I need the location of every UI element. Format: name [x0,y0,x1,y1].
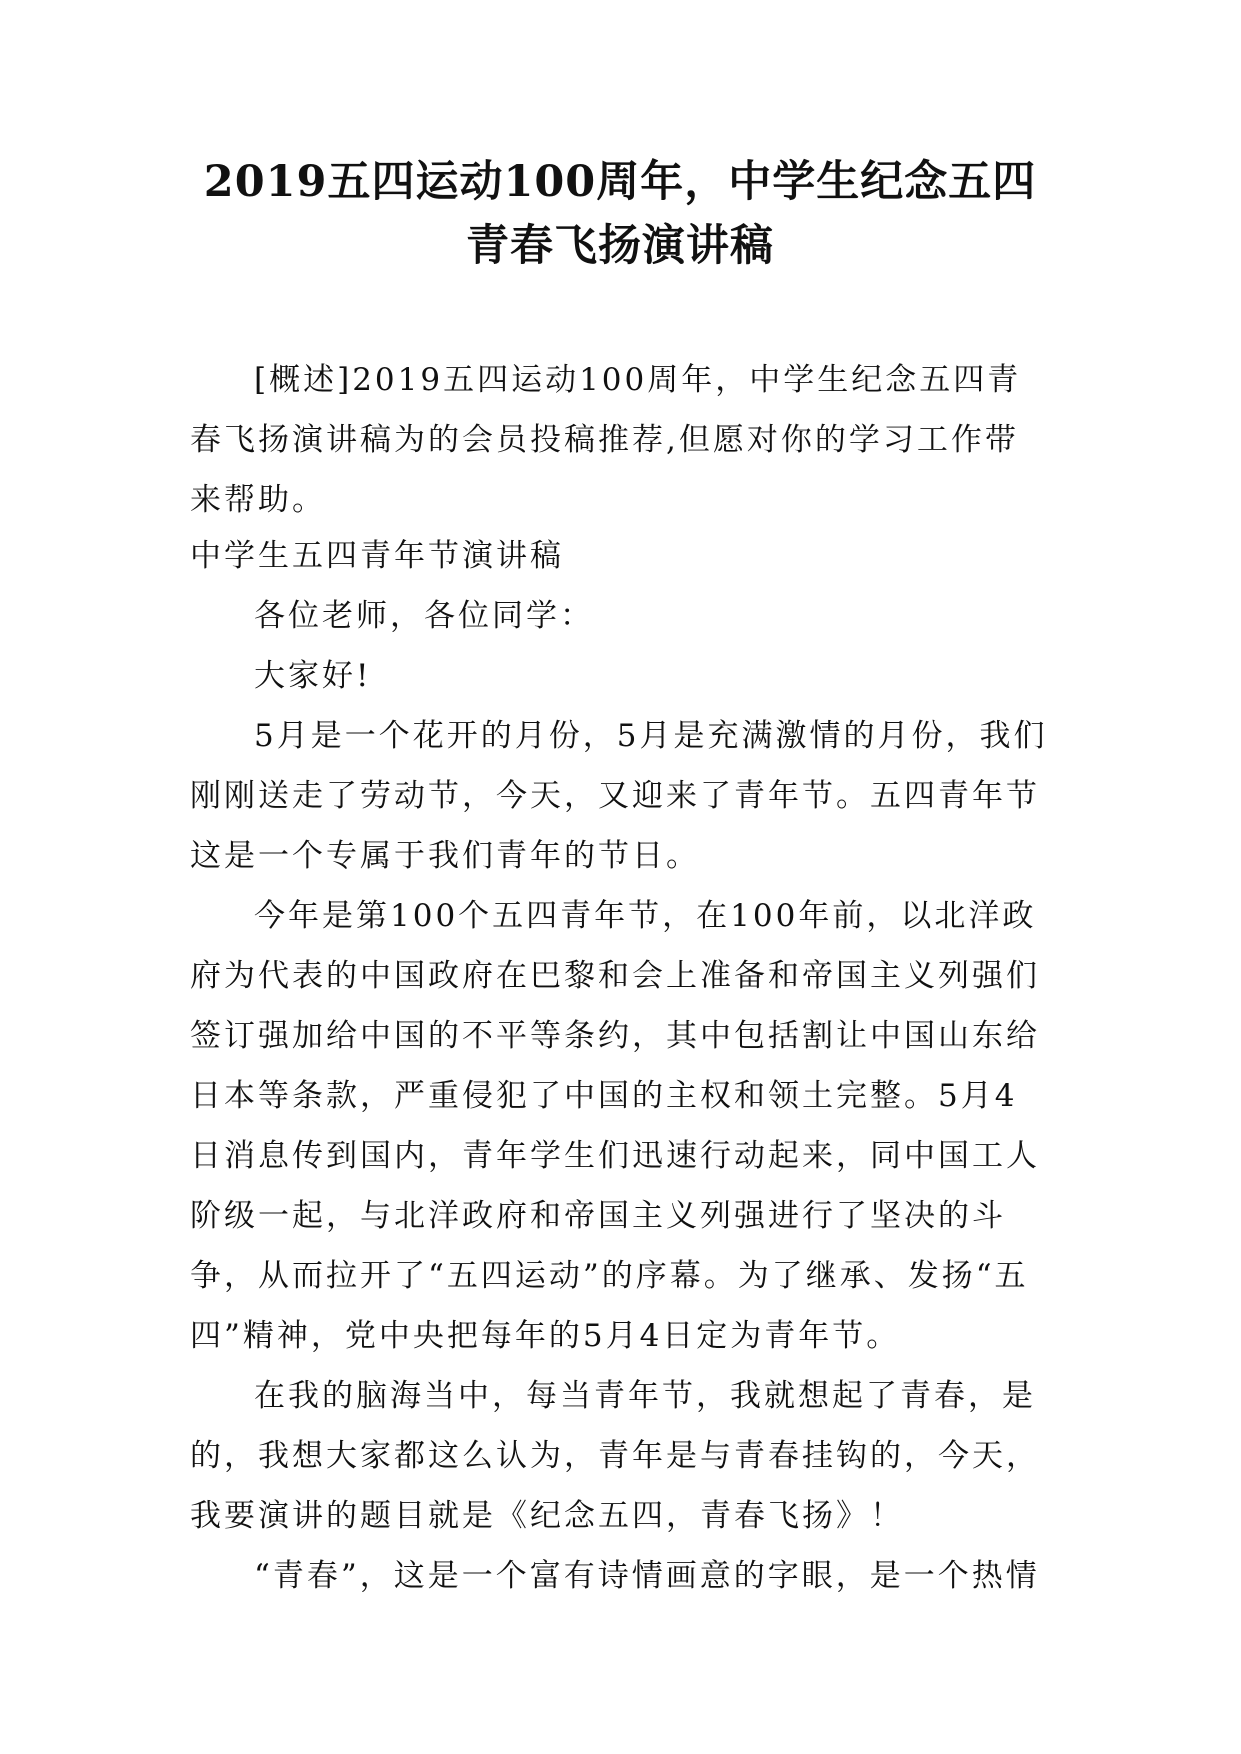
body-paragraph: “青春”，这是一个富有诗情画意的字眼，是一个热情 [254,1558,1040,1594]
body-paragraph: 今年是第100个五四青年节，在100年前，以北洋政府为代表的中国政府在巴黎和会上准备和帝国主义列强们签订强加给中国的不平等条约，其中包括割让中国山东给日本等条款，严重侵犯了中国的主权和领土完整。5月4日消息传到国内，青年学生们迅速行动起来，同中国工人阶级一起，与北洋政府和帝国主义列强进行了坚决的斗争，从而拉开了“五四运动”的序幕。为了继承、发扬“五四”精神，党中央把每年的5月4日定为青年节。 [190,898,1040,1354]
speech-body [190,526,1050,1606]
body-paragraph: 在我的脑海当中，每当青年节，我就想起了青春，是的，我想大家都这么认为，青年是与青春挂钩的，今天，我要演讲的题目就是《纪念五四，青春飞扬》！ [190,1378,1040,1534]
body-paragraph: 大家好! [254,658,372,694]
summary-paragraph: [概述]2019五四运动100周年，中学生纪念五四青春飞扬演讲稿为的会员投稿推荐,但愿对你的学习工作带来帮助。 [190,362,1022,518]
body-paragraph: 5月是一个花开的月份，5月是充满激情的月份，我们刚刚送走了劳动节，今天，又迎来了青年节。五四青年节这是一个专属于我们青年的节日。 [190,718,1048,874]
body-paragraph: 各位老师，各位同学： [254,598,594,634]
speech-subtitle: 中学生五四青年节演讲稿 [190,538,564,574]
document-title: 2019五四运动100周年，中学生纪念五四青春飞扬演讲稿 [203,157,1037,271]
